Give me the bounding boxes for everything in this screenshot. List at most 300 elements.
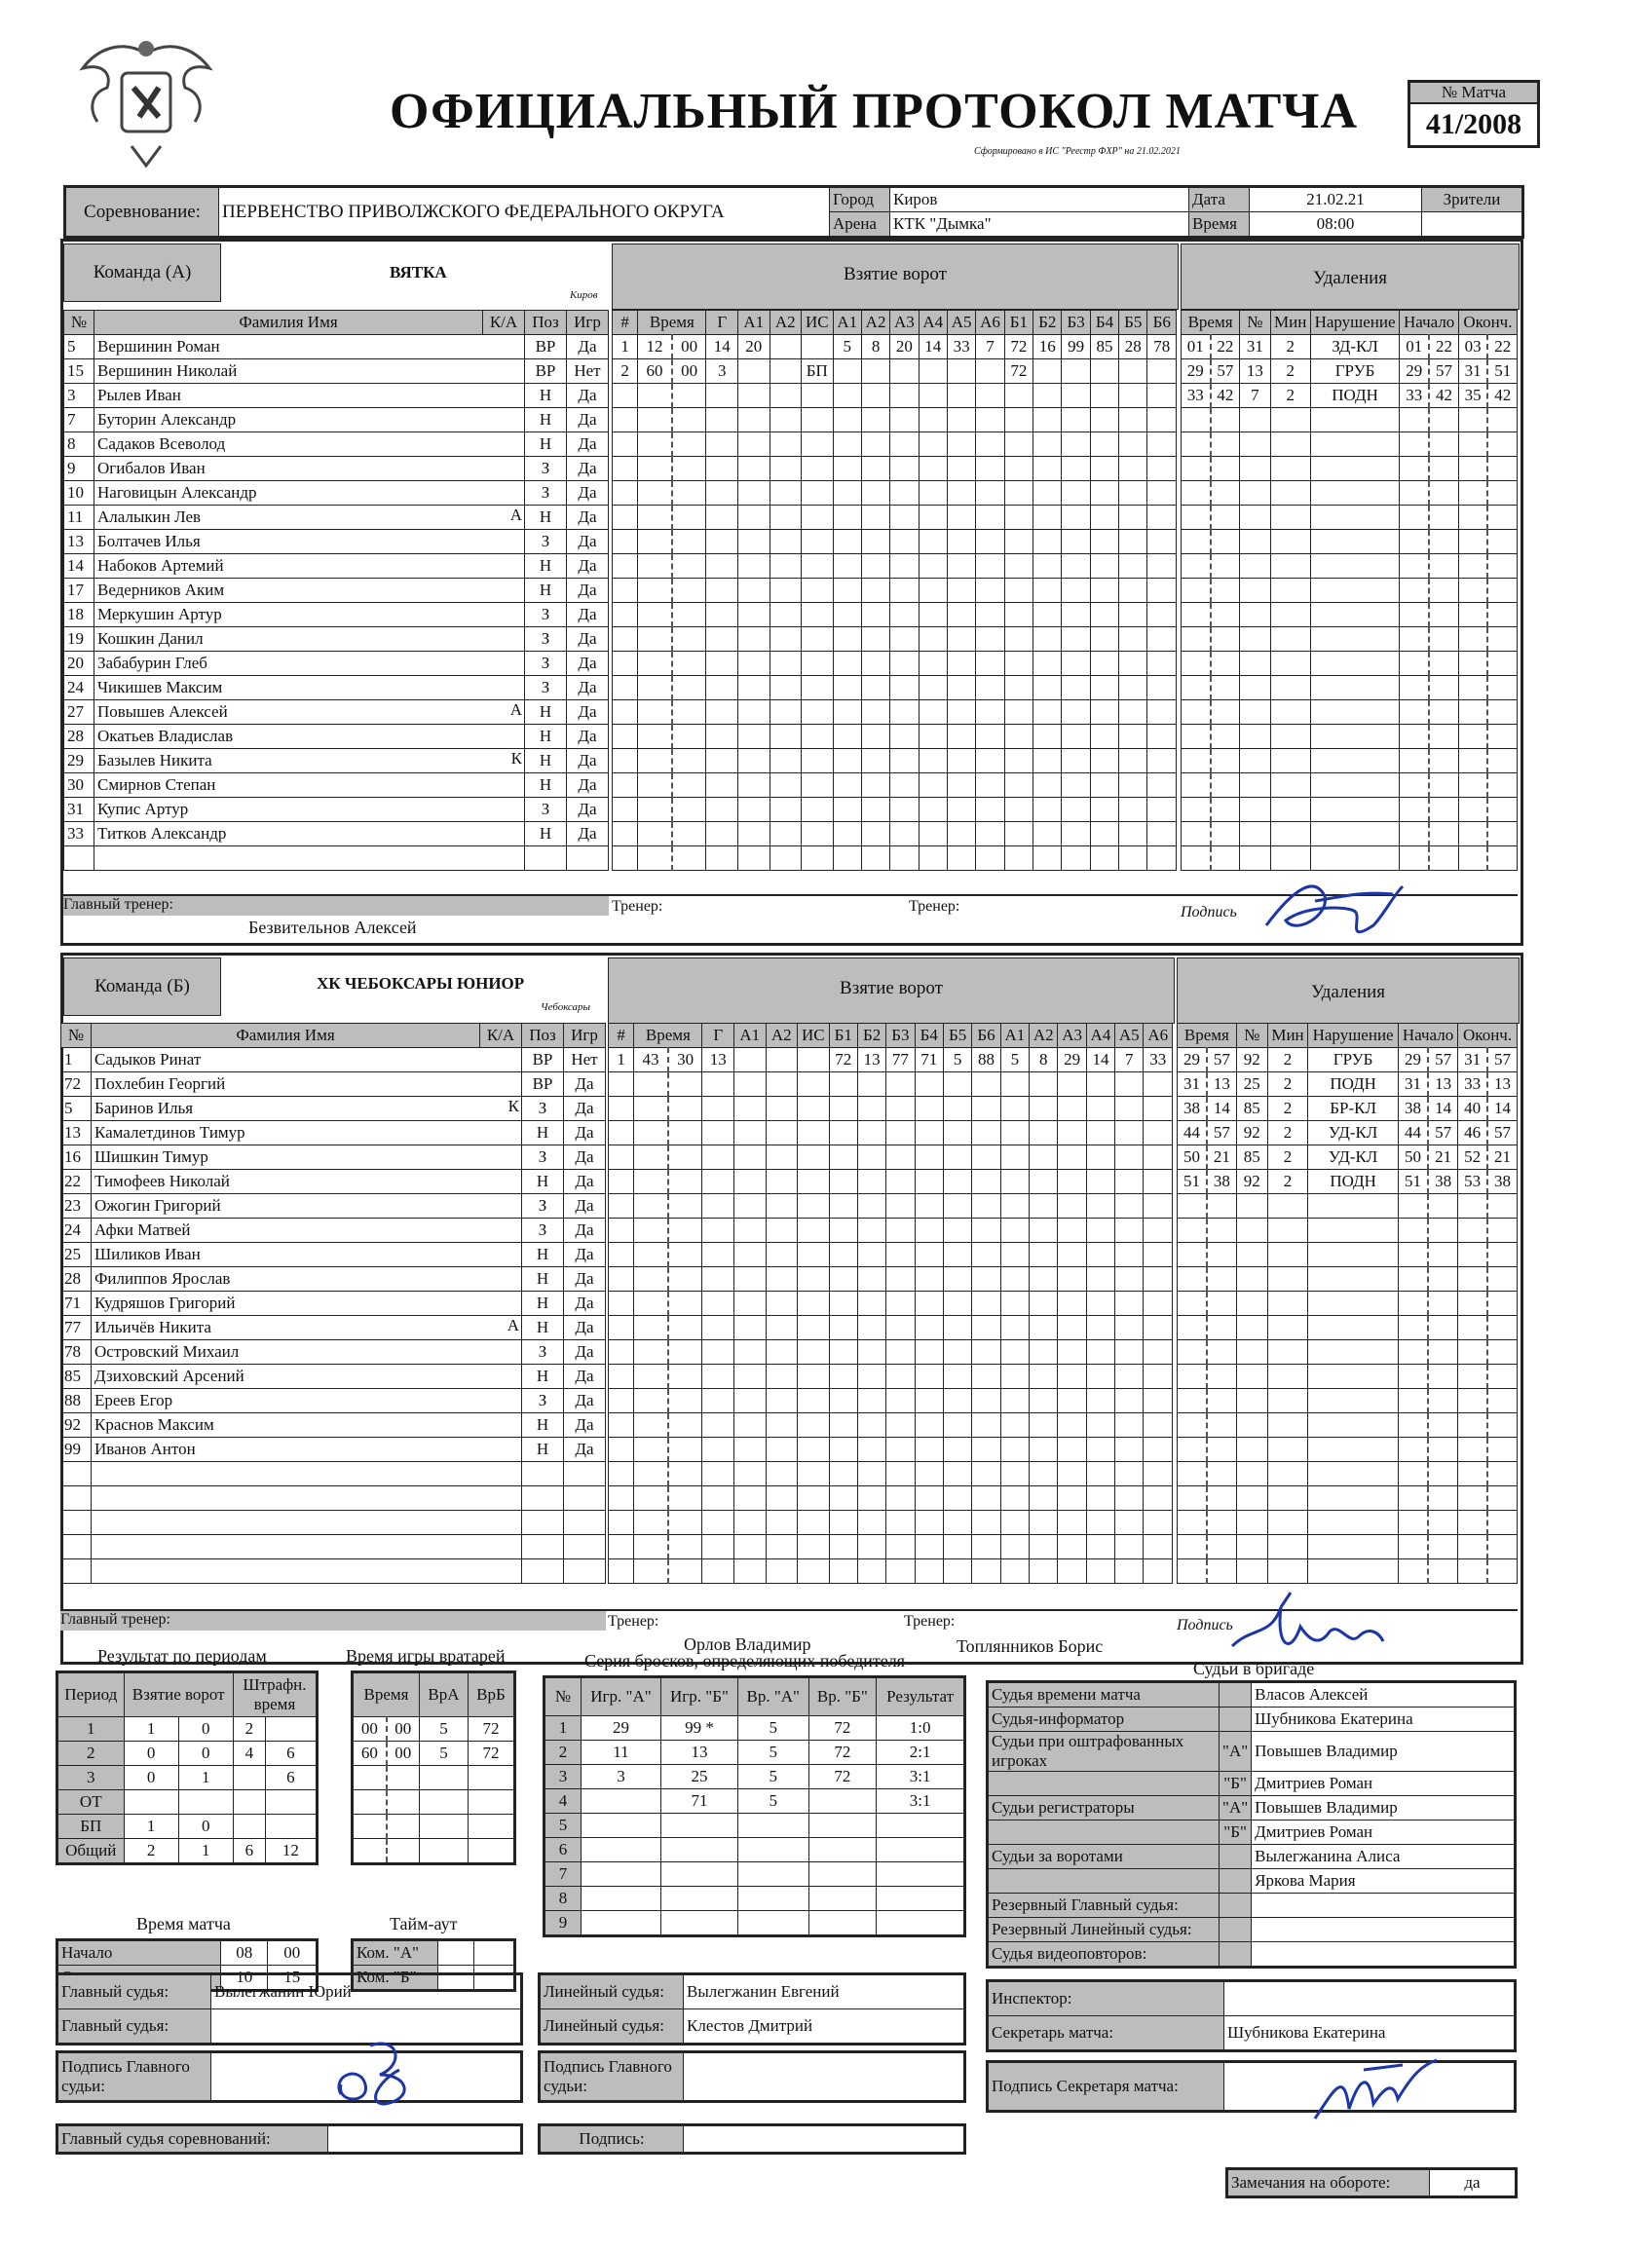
player-position bbox=[525, 846, 567, 871]
goal-on-ice-player bbox=[943, 1316, 971, 1340]
player-row bbox=[61, 1072, 606, 1097]
shootout-result bbox=[877, 1814, 965, 1838]
pen-start-second bbox=[1428, 1389, 1458, 1413]
goal-row bbox=[613, 457, 1177, 481]
team-a-goals-header bbox=[612, 244, 1179, 310]
goal-assist1 bbox=[733, 1048, 766, 1072]
pen-end-second bbox=[1487, 1219, 1517, 1243]
goal-on-ice-player bbox=[857, 1316, 885, 1340]
goal-second bbox=[668, 1486, 702, 1511]
goal-row bbox=[609, 1462, 1173, 1486]
referee-role: Судья времени матча bbox=[988, 1682, 1220, 1708]
goal-row bbox=[613, 798, 1177, 822]
player-number: 33 bbox=[64, 822, 94, 846]
goal-second bbox=[672, 749, 706, 773]
player-position bbox=[522, 1511, 564, 1535]
goal-on-ice-player bbox=[1062, 432, 1090, 457]
goal-on-ice-player bbox=[1119, 603, 1147, 627]
player-number: 99 bbox=[61, 1438, 92, 1462]
goal-second bbox=[668, 1194, 702, 1219]
goal-on-ice-player bbox=[976, 432, 1004, 457]
penalty-row bbox=[1178, 1292, 1518, 1316]
pen-player bbox=[1236, 1486, 1267, 1511]
player-position bbox=[522, 1559, 564, 1584]
pen-end-second: 57 bbox=[1487, 1048, 1517, 1072]
goal-second bbox=[672, 384, 706, 408]
player-number: 5 bbox=[61, 1097, 92, 1121]
goal-on-ice-player: 78 bbox=[1147, 335, 1177, 359]
goalie-row bbox=[353, 1790, 515, 1815]
goalie-second bbox=[387, 1839, 420, 1864]
secretary-label: Секретарь матча: bbox=[988, 2016, 1224, 2051]
pen-second bbox=[1207, 1535, 1236, 1559]
period-penalty-b: 6 bbox=[265, 1766, 317, 1790]
goal-on-ice-player bbox=[861, 408, 889, 432]
player-row bbox=[61, 1365, 606, 1389]
goal-on-ice-player: 29 bbox=[1058, 1048, 1086, 1072]
period-goals-b: 0 bbox=[178, 1742, 233, 1766]
pen-minutes bbox=[1267, 1194, 1308, 1219]
penalty-row bbox=[1182, 506, 1518, 530]
goal-scorer bbox=[702, 1292, 734, 1316]
goal-on-ice-player bbox=[1115, 1194, 1144, 1219]
pen-minutes bbox=[1267, 1511, 1308, 1535]
player-position: З bbox=[525, 457, 567, 481]
pen-violation bbox=[1310, 530, 1400, 554]
goal-on-ice-player bbox=[972, 1389, 1000, 1413]
goal-row bbox=[609, 1292, 1173, 1316]
shootout-col-4: Вр. "Б" bbox=[808, 1677, 877, 1716]
team-b-coach1-label: Тренер: bbox=[608, 1613, 659, 1630]
goal-assist1 bbox=[733, 1365, 766, 1389]
pen-minutes bbox=[1270, 554, 1310, 579]
goal-assist2 bbox=[766, 1316, 798, 1340]
goal-on-ice-player bbox=[861, 432, 889, 457]
goal-second bbox=[672, 579, 706, 603]
pen-end-minute bbox=[1458, 1438, 1487, 1462]
pen-minute bbox=[1178, 1219, 1207, 1243]
goal-assist2 bbox=[770, 432, 802, 457]
goal-on-ice-player bbox=[1086, 1486, 1114, 1511]
pen-start-minute bbox=[1400, 627, 1429, 652]
goal-on-ice-player bbox=[1030, 1340, 1058, 1365]
pen-minutes bbox=[1270, 481, 1310, 506]
goal-assist2 bbox=[770, 822, 802, 846]
pen-minutes bbox=[1267, 1243, 1308, 1267]
goal-on-ice-player: 5 bbox=[943, 1048, 971, 1072]
goal-assist2 bbox=[770, 335, 802, 359]
goal-on-ice-player bbox=[886, 1486, 915, 1511]
goal-on-ice-player bbox=[976, 408, 1004, 432]
goal-row bbox=[609, 1559, 1173, 1584]
period-penalty-b bbox=[265, 1815, 317, 1839]
goal-number bbox=[609, 1097, 634, 1121]
goal-on-ice-player bbox=[915, 1194, 943, 1219]
goal-on-ice-player bbox=[861, 384, 889, 408]
pen-violation bbox=[1308, 1438, 1399, 1462]
goal-on-ice-player bbox=[1033, 798, 1062, 822]
goal-assist2 bbox=[766, 1535, 798, 1559]
goal-on-ice-player bbox=[947, 457, 975, 481]
goal-on-ice-player bbox=[1058, 1219, 1086, 1243]
goal-number bbox=[613, 408, 638, 432]
goal-on-ice-player bbox=[833, 822, 861, 846]
goal-on-ice-player bbox=[919, 530, 947, 554]
referee-team-tag: "А" bbox=[1220, 1796, 1252, 1820]
goal-scorer bbox=[702, 1097, 734, 1121]
goal-on-ice-player bbox=[1062, 725, 1090, 749]
goal-on-ice-player bbox=[976, 384, 1004, 408]
goal-on-ice-player bbox=[886, 1462, 915, 1486]
goal-on-ice-player bbox=[972, 1535, 1000, 1559]
goal-assist2 bbox=[766, 1438, 798, 1462]
goal-on-ice-player bbox=[1119, 579, 1147, 603]
player-row bbox=[61, 1219, 606, 1243]
referee-team-tag bbox=[1220, 1894, 1252, 1918]
goal-on-ice-player bbox=[861, 579, 889, 603]
goal-on-ice-player bbox=[972, 1340, 1000, 1365]
goal-row bbox=[613, 773, 1177, 798]
referee-row bbox=[988, 1796, 1516, 1820]
goal-row bbox=[613, 627, 1177, 652]
pen-second bbox=[1207, 1267, 1236, 1292]
goal-number bbox=[613, 676, 638, 700]
goal-assist1 bbox=[737, 846, 770, 871]
arena-value: КТК "Дымка" bbox=[890, 212, 1189, 238]
player-position: З bbox=[525, 627, 567, 652]
goal-on-ice-player bbox=[829, 1535, 857, 1559]
goal-assist1 bbox=[737, 627, 770, 652]
pen-violation: ПОДН bbox=[1308, 1072, 1399, 1097]
pen-start-minute bbox=[1398, 1340, 1428, 1365]
goal-on-ice-player bbox=[1062, 773, 1090, 798]
player-name: Вершинин Николай bbox=[94, 359, 525, 384]
col-pen-min-header: Мин bbox=[1270, 311, 1310, 335]
goal-on-ice-player bbox=[1119, 359, 1147, 384]
goal-on-ice-player bbox=[1147, 481, 1177, 506]
goal-on-ice-player bbox=[1090, 408, 1118, 432]
pen-start-second bbox=[1428, 1219, 1458, 1243]
goal-number bbox=[609, 1535, 634, 1559]
goal-on-ice-player bbox=[886, 1219, 915, 1243]
player-row bbox=[64, 725, 609, 749]
player-row bbox=[64, 700, 609, 725]
goal-scorer bbox=[702, 1438, 734, 1462]
player-row bbox=[64, 846, 609, 871]
shootout-player-b: 99 * bbox=[660, 1716, 737, 1741]
pen-second bbox=[1211, 846, 1240, 871]
player-position: Н bbox=[525, 749, 567, 773]
goal-on-ice-player bbox=[1004, 700, 1032, 725]
pen-end-minute bbox=[1458, 1535, 1487, 1559]
pen-second bbox=[1211, 481, 1240, 506]
goal-on-ice-player bbox=[1058, 1316, 1086, 1340]
goal-on-ice-player bbox=[1090, 749, 1118, 773]
goal-on-ice-player bbox=[857, 1365, 885, 1389]
pen-start-second bbox=[1428, 1365, 1458, 1389]
goal-on-ice-player bbox=[1004, 652, 1032, 676]
player-row bbox=[61, 1121, 606, 1145]
pen-violation bbox=[1310, 408, 1400, 432]
col-played-header: Игр bbox=[564, 1024, 606, 1048]
goal-assist2 bbox=[766, 1072, 798, 1097]
goal-on-ice-player bbox=[829, 1145, 857, 1170]
pen-second bbox=[1211, 603, 1240, 627]
shootout-player-b bbox=[660, 1838, 737, 1862]
col-situation-header: ИС bbox=[802, 311, 834, 335]
goal-on-ice-player bbox=[1062, 627, 1090, 652]
goalie-b bbox=[468, 1766, 514, 1790]
goal-on-ice-player bbox=[1004, 554, 1032, 579]
goal-on-ice-player bbox=[1115, 1243, 1144, 1267]
goal-on-ice-player bbox=[1000, 1511, 1029, 1535]
goal-scorer bbox=[702, 1389, 734, 1413]
goal-row bbox=[613, 530, 1177, 554]
goal-assist2 bbox=[766, 1170, 798, 1194]
period-penalty-a: 6 bbox=[233, 1839, 265, 1864]
pen-second: 42 bbox=[1211, 384, 1240, 408]
referee-name: Повышев Владимир bbox=[1252, 1732, 1516, 1772]
player-position: Н bbox=[522, 1316, 564, 1340]
goal-on-ice-player bbox=[1004, 384, 1032, 408]
goal-minute bbox=[634, 1097, 668, 1121]
goal-row bbox=[613, 725, 1177, 749]
pen-start-second: 57 bbox=[1428, 1121, 1458, 1145]
goal-scorer bbox=[706, 822, 738, 846]
col-position-header: Поз bbox=[525, 311, 567, 335]
referee-role: Судьи за воротами bbox=[988, 1845, 1220, 1869]
goal-on-ice-player bbox=[861, 700, 889, 725]
shootout-player-a: 11 bbox=[582, 1741, 661, 1765]
goal-row bbox=[613, 603, 1177, 627]
pen-player bbox=[1236, 1438, 1267, 1462]
goal-scorer bbox=[706, 603, 738, 627]
goal-second bbox=[668, 1438, 702, 1462]
goal-on-ice-player bbox=[1119, 798, 1147, 822]
goal-on-ice-player bbox=[1033, 676, 1062, 700]
goal-assist1 bbox=[733, 1535, 766, 1559]
col-on-ice-header: А3 bbox=[1058, 1024, 1086, 1048]
player-number: 78 bbox=[61, 1340, 92, 1365]
shootout-number: 5 bbox=[544, 1814, 582, 1838]
goal-on-ice-player bbox=[915, 1267, 943, 1292]
player-position: З bbox=[522, 1340, 564, 1365]
goal-assist2 bbox=[766, 1292, 798, 1316]
goal-on-ice-player bbox=[915, 1486, 943, 1511]
goal-on-ice-player bbox=[1030, 1243, 1058, 1267]
goal-on-ice-player bbox=[915, 1072, 943, 1097]
goal-situation bbox=[798, 1438, 830, 1462]
competition-label: Соревнование: bbox=[65, 187, 219, 238]
player-number: 9 bbox=[64, 457, 94, 481]
goal-number bbox=[613, 384, 638, 408]
goal-on-ice-player bbox=[1086, 1316, 1114, 1340]
goal-on-ice-player bbox=[1086, 1072, 1114, 1097]
team-a-name: ВЯТКА bbox=[390, 263, 447, 282]
player-name: Ожогин Григорий bbox=[92, 1194, 522, 1219]
pen-violation bbox=[1310, 457, 1400, 481]
goal-on-ice-player bbox=[919, 603, 947, 627]
match-number-label: № Матча bbox=[1410, 83, 1537, 104]
player-row bbox=[61, 1438, 606, 1462]
referee-role bbox=[988, 1820, 1220, 1845]
pen-end-second bbox=[1487, 554, 1517, 579]
goal-minute bbox=[634, 1462, 668, 1486]
shootout-goalie-b bbox=[808, 1911, 877, 1936]
player-number: 10 bbox=[64, 481, 94, 506]
goal-on-ice-player bbox=[1062, 554, 1090, 579]
goal-on-ice-player bbox=[947, 773, 975, 798]
penalty-row bbox=[1182, 530, 1518, 554]
pen-second bbox=[1207, 1243, 1236, 1267]
col-on-ice-header: Б5 bbox=[1119, 311, 1147, 335]
goal-on-ice-player bbox=[1062, 798, 1090, 822]
pen-player bbox=[1236, 1511, 1267, 1535]
referee-row bbox=[988, 1682, 1516, 1708]
player-played: Нет bbox=[567, 359, 609, 384]
player-played bbox=[564, 1462, 606, 1486]
protocol-subtitle: Сформировано в ИС "Реестр ФХР" на 21.02.2021 bbox=[974, 146, 1181, 157]
col-pen-min-header: Мин bbox=[1267, 1024, 1308, 1048]
player-position bbox=[522, 1486, 564, 1511]
pen-start-minute bbox=[1398, 1292, 1428, 1316]
goal-on-ice-player bbox=[1119, 725, 1147, 749]
col-on-ice-header: Б6 bbox=[1147, 311, 1177, 335]
player-number: 20 bbox=[64, 652, 94, 676]
pen-end-minute bbox=[1458, 798, 1487, 822]
goal-on-ice-player bbox=[829, 1389, 857, 1413]
shootout-row bbox=[544, 1862, 965, 1887]
pen-second bbox=[1207, 1219, 1236, 1243]
goal-on-ice-player bbox=[1058, 1170, 1086, 1194]
goal-on-ice-player bbox=[1000, 1243, 1029, 1267]
pen-start-second: 57 bbox=[1429, 359, 1458, 384]
pen-end-minute bbox=[1458, 554, 1487, 579]
pen-minute bbox=[1182, 773, 1211, 798]
goal-on-ice-player bbox=[1119, 481, 1147, 506]
pen-end-second: 13 bbox=[1487, 1072, 1517, 1097]
pen-violation: ПОДН bbox=[1310, 384, 1400, 408]
periods-header-row bbox=[57, 1672, 318, 1717]
goal-on-ice-player bbox=[1119, 384, 1147, 408]
pen-start-minute bbox=[1400, 822, 1429, 846]
main-ref-signature-box bbox=[56, 2050, 523, 2103]
goal-situation bbox=[798, 1097, 830, 1121]
goal-number bbox=[613, 627, 638, 652]
goal-assist1 bbox=[737, 432, 770, 457]
goal-on-ice-player bbox=[943, 1292, 971, 1316]
referee-name: Яркова Мария bbox=[1252, 1869, 1516, 1894]
shootout-result: 3:1 bbox=[877, 1789, 965, 1814]
goal-row bbox=[613, 408, 1177, 432]
goal-second bbox=[672, 627, 706, 652]
goal-number bbox=[613, 603, 638, 627]
player-row bbox=[61, 1340, 606, 1365]
player-position: З bbox=[525, 481, 567, 506]
goal-on-ice-player bbox=[919, 457, 947, 481]
goal-minute bbox=[634, 1365, 668, 1389]
goal-on-ice-player bbox=[1147, 579, 1177, 603]
goal-on-ice-player bbox=[857, 1072, 885, 1097]
pen-start-minute: 29 bbox=[1398, 1048, 1428, 1072]
pen-minute bbox=[1178, 1194, 1207, 1219]
goal-on-ice-player bbox=[886, 1243, 915, 1267]
goal-on-ice-player bbox=[1119, 676, 1147, 700]
goal-row bbox=[613, 359, 1177, 384]
player-position: Н bbox=[525, 384, 567, 408]
pen-start-second bbox=[1429, 554, 1458, 579]
goal-on-ice-player bbox=[1000, 1462, 1029, 1486]
referee-name: Дмитриев Роман bbox=[1252, 1772, 1516, 1796]
pen-minute bbox=[1178, 1511, 1207, 1535]
shootout-goalie-a: 5 bbox=[737, 1716, 808, 1741]
goal-on-ice-player: 85 bbox=[1090, 335, 1118, 359]
goal-on-ice-player bbox=[1144, 1316, 1173, 1340]
goal-on-ice-player bbox=[1119, 846, 1147, 871]
shootout-number: 7 bbox=[544, 1862, 582, 1887]
pen-end-minute: 03 bbox=[1458, 335, 1487, 359]
pen-player: 13 bbox=[1240, 359, 1271, 384]
pen-minute bbox=[1178, 1438, 1207, 1462]
goal-situation bbox=[802, 725, 834, 749]
pen-minutes bbox=[1267, 1292, 1308, 1316]
goal-on-ice-player bbox=[886, 1535, 915, 1559]
pen-minute: 33 bbox=[1182, 384, 1211, 408]
goal-assist1 bbox=[737, 579, 770, 603]
goalie-col-a: ВрА bbox=[419, 1672, 468, 1717]
pen-player: 92 bbox=[1236, 1121, 1267, 1145]
pen-minute bbox=[1182, 822, 1211, 846]
goal-on-ice-player bbox=[1000, 1121, 1029, 1145]
goals-header-row bbox=[609, 1024, 1173, 1048]
player-position: Н bbox=[525, 408, 567, 432]
player-position: Н bbox=[525, 725, 567, 749]
goal-on-ice-player bbox=[976, 676, 1004, 700]
period-goals-a: 1 bbox=[124, 1815, 178, 1839]
goal-on-ice-player bbox=[1147, 506, 1177, 530]
pen-start-minute bbox=[1400, 530, 1429, 554]
goal-on-ice-player bbox=[947, 481, 975, 506]
player-row bbox=[61, 1486, 606, 1511]
main-ref-signature-label: Подпись Главного судьи: bbox=[57, 2052, 211, 2102]
timeout-title: Тайм-аут bbox=[390, 1914, 458, 1933]
penalty-row bbox=[1178, 1145, 1518, 1170]
goal-second bbox=[668, 1170, 702, 1194]
player-name: Камалетдинов Тимур bbox=[92, 1121, 522, 1145]
pen-violation bbox=[1310, 627, 1400, 652]
goalie-time-table bbox=[351, 1670, 516, 1865]
penalty-row bbox=[1182, 676, 1518, 700]
pen-end-second: 38 bbox=[1487, 1170, 1517, 1194]
shootout-number: 3 bbox=[544, 1765, 582, 1789]
col-on-ice-header: Б1 bbox=[1004, 311, 1032, 335]
goal-situation bbox=[798, 1145, 830, 1170]
goal-on-ice-player bbox=[857, 1340, 885, 1365]
period-goals-a: 0 bbox=[124, 1766, 178, 1790]
player-number: 19 bbox=[64, 627, 94, 652]
player-played: Да bbox=[564, 1097, 606, 1121]
goal-assist1 bbox=[733, 1267, 766, 1292]
pen-player bbox=[1236, 1267, 1267, 1292]
goal-on-ice-player bbox=[857, 1194, 885, 1219]
goalie-col-time: Время bbox=[353, 1672, 420, 1717]
goal-on-ice-player bbox=[829, 1316, 857, 1340]
goal-on-ice-player bbox=[1030, 1194, 1058, 1219]
pen-violation bbox=[1310, 603, 1400, 627]
inspector-value bbox=[1224, 1981, 1516, 2016]
goal-on-ice-player bbox=[976, 773, 1004, 798]
player-name: Иванов Антон bbox=[92, 1438, 522, 1462]
